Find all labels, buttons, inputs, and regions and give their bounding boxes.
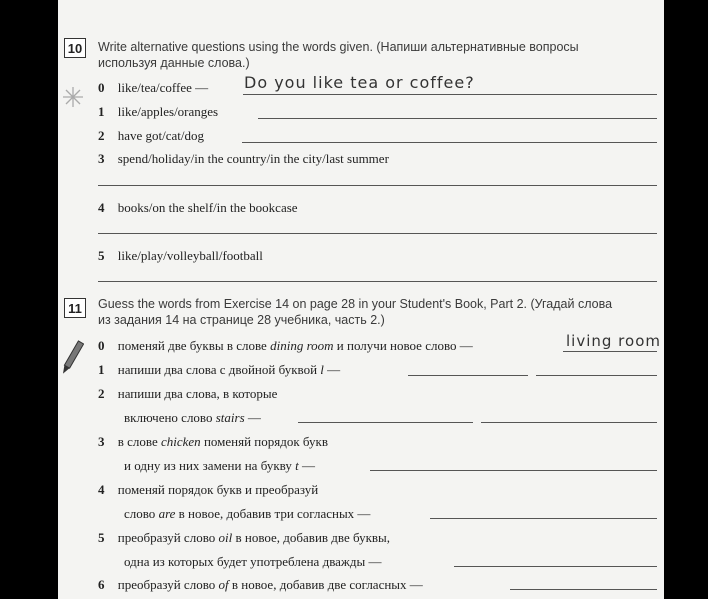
item-number: 0 bbox=[98, 338, 105, 353]
item-word: of bbox=[218, 577, 229, 592]
item-text: напиши два слова, в которые bbox=[117, 386, 278, 401]
ex11-item-0 bbox=[98, 338, 473, 354]
ex10-item-5 bbox=[98, 248, 263, 264]
answer-line[interactable] bbox=[258, 118, 657, 119]
item-word: stairs bbox=[215, 410, 245, 425]
exercise-11-title-cont: из задания 14 на странице 28 учебника, часть 2.) bbox=[98, 313, 385, 327]
item-text: напиши два слова с двойной буквой bbox=[117, 362, 321, 377]
item-text: поменяй порядок букв и преобразуй bbox=[117, 482, 319, 497]
item-word: chicken bbox=[160, 434, 201, 449]
answer-line[interactable] bbox=[536, 375, 657, 376]
answer-line[interactable] bbox=[242, 142, 657, 143]
item-number: 2 bbox=[98, 386, 105, 401]
item-text: преобразуй слово bbox=[117, 530, 219, 545]
answer-line[interactable] bbox=[454, 566, 657, 567]
item-prompt: like/apples/oranges bbox=[117, 104, 219, 119]
item-prompt: spend/holiday/in the country/in the city/last summer bbox=[117, 151, 389, 166]
ex10-answer-0: Do you like tea or coffee? bbox=[244, 73, 475, 92]
item-text: преобразуй слово bbox=[117, 577, 219, 592]
pencil-icon bbox=[60, 338, 84, 378]
ex10-item-3 bbox=[98, 151, 389, 167]
item-text: в новое, добавив три согласных — bbox=[175, 506, 371, 521]
item-text: — bbox=[298, 458, 315, 473]
ex10-item-0 bbox=[98, 80, 208, 96]
item-text: и получи новое слово — bbox=[333, 338, 473, 353]
ex11-item-3 bbox=[98, 434, 328, 450]
ex11-item-6 bbox=[98, 577, 423, 593]
item-number: 6 bbox=[98, 577, 105, 592]
ex11-item-5 bbox=[98, 530, 390, 546]
item-text: включено слово bbox=[124, 410, 216, 425]
answer-line[interactable] bbox=[298, 422, 473, 423]
item-number: 1 bbox=[98, 104, 105, 119]
item-word: dining room bbox=[270, 338, 334, 353]
item-word: l bbox=[320, 362, 324, 377]
item-text: в новое, добавив две согласных — bbox=[228, 577, 423, 592]
answer-line[interactable] bbox=[563, 351, 657, 352]
exercise-10-title: Write alternative questions using the words given. (Напиши альтернативные вопросы bbox=[98, 40, 579, 54]
item-word: t bbox=[295, 458, 299, 473]
ex11-item-1 bbox=[98, 362, 340, 378]
answer-line[interactable] bbox=[98, 233, 657, 234]
item-word: are bbox=[158, 506, 176, 521]
answer-line[interactable] bbox=[408, 375, 528, 376]
item-number: 4 bbox=[98, 482, 105, 497]
ex11-item-2 bbox=[98, 386, 277, 402]
item-number: 4 bbox=[98, 200, 105, 215]
exercise-10-number: 10 bbox=[64, 38, 86, 58]
answer-line[interactable] bbox=[481, 422, 657, 423]
item-number: 3 bbox=[98, 151, 105, 166]
exercise-11-title: Guess the words from Exercise 14 on page 28 in your Student's Book, Part 2. (Угадай слова bbox=[98, 297, 613, 311]
item-number: 5 bbox=[98, 530, 105, 545]
exercise-10-title-cont: используя данные слова.) bbox=[98, 56, 250, 70]
snowflake-icon bbox=[62, 86, 84, 108]
ex11-item-4-cont bbox=[124, 506, 370, 522]
item-text: поменяй две буквы в слове bbox=[117, 338, 271, 353]
answer-line[interactable] bbox=[510, 589, 657, 590]
item-text: в слове bbox=[117, 434, 161, 449]
item-text: поменяй порядок букв bbox=[200, 434, 328, 449]
answer-line[interactable] bbox=[370, 470, 657, 471]
exercise-11-number: 11 bbox=[64, 298, 86, 318]
item-number: 1 bbox=[98, 362, 105, 377]
item-text: и одну из них замени на букву bbox=[124, 458, 296, 473]
ex10-item-2 bbox=[98, 128, 204, 144]
ex11-item-3-cont bbox=[124, 458, 315, 474]
item-prompt: have got/cat/dog bbox=[117, 128, 205, 143]
item-text: — bbox=[244, 410, 261, 425]
item-prompt: like/play/volleyball/football bbox=[117, 248, 263, 263]
ex11-item-5-cont bbox=[124, 554, 382, 570]
ex11-answer-0: living room bbox=[566, 332, 661, 350]
item-prompt: books/on the shelf/in the bookcase bbox=[117, 200, 298, 215]
item-number: 0 bbox=[98, 80, 105, 95]
answer-line[interactable] bbox=[98, 281, 657, 282]
answer-line[interactable] bbox=[98, 185, 657, 186]
item-text: в новое, добавив две буквы, bbox=[232, 530, 391, 545]
answer-line[interactable] bbox=[243, 94, 657, 95]
item-text: слово bbox=[124, 506, 159, 521]
item-word: oil bbox=[218, 530, 233, 545]
ex11-item-2-cont bbox=[124, 410, 261, 426]
answer-line[interactable] bbox=[430, 518, 657, 519]
ex10-item-4 bbox=[98, 200, 298, 216]
ex11-item-4 bbox=[98, 482, 318, 498]
item-number: 3 bbox=[98, 434, 105, 449]
workbook-page bbox=[58, 0, 664, 599]
item-number: 5 bbox=[98, 248, 105, 263]
item-number: 2 bbox=[98, 128, 105, 143]
item-text: одна из которых будет употреблена дважды — bbox=[124, 554, 382, 569]
ex10-item-1 bbox=[98, 104, 218, 120]
item-prompt: like/tea/coffee — bbox=[117, 80, 209, 95]
item-text: — bbox=[323, 362, 341, 377]
